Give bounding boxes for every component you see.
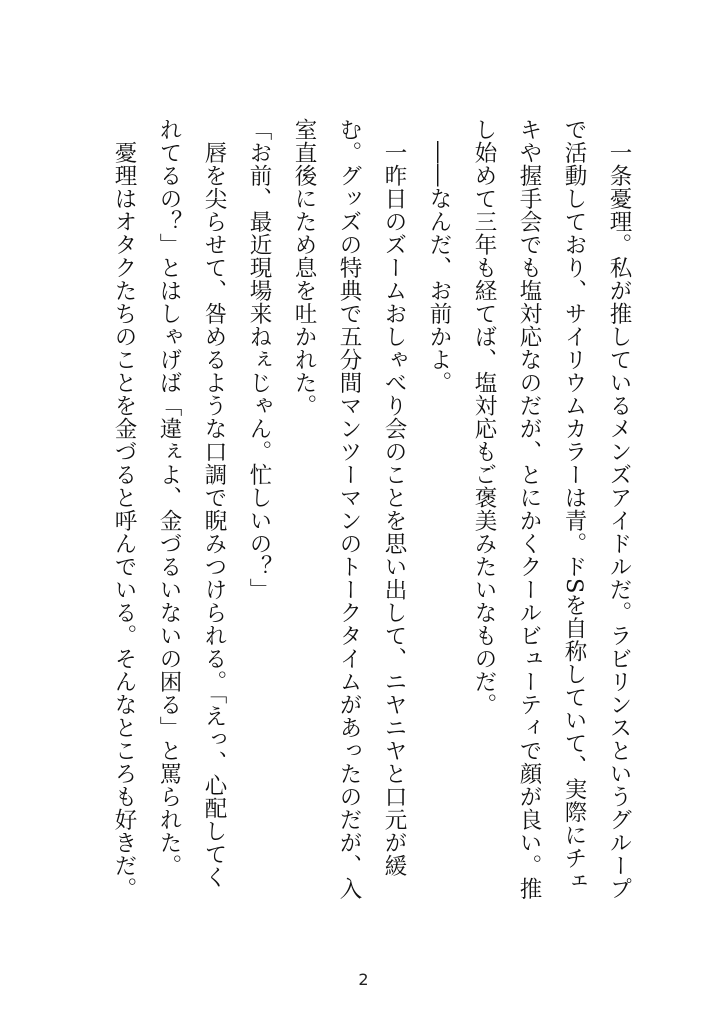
- paragraph-1: 一条憂理。私が推しているメンズアイドルだ。ラビリンスというグループで活動しており、サイリウムカラーは青。ドSを自称していて、実際にチェキや握手会でも塩対応なのだが、とにかくクールビューティで顔が良い。推し始めて三年も経てば、塩対応もご褒美みたいなものだ。: [471, 118, 632, 900]
- paragraph-2: ――なんだ、お前かよ。: [426, 140, 452, 394]
- vertical-text-body: [81, 118, 641, 908]
- page-number: 2: [358, 970, 369, 989]
- paragraph-4: 「お前、最近現場来ねぇじゃん。忙しいの？」: [246, 118, 272, 601]
- paragraph-6: 憂理はオタクたちのことを金づると呼んでいる。そんなところも好きだ。: [111, 140, 137, 900]
- paragraph-3: 一昨日のズームおしゃべり会のことを思い出して、ニヤニヤと口元が緩む。グッズの特典で五分間マンツーマンのトークタイムがあったのだが、入室直後にため息を吐かれた。: [291, 118, 407, 900]
- paragraph-5: 唇を尖らせて、咎めるような口調で睨みつけられる。「えっ、心配してくれてるの？」とはしゃげば「違ぇよ、金づるいないの困る」と罵られた。: [156, 118, 227, 889]
